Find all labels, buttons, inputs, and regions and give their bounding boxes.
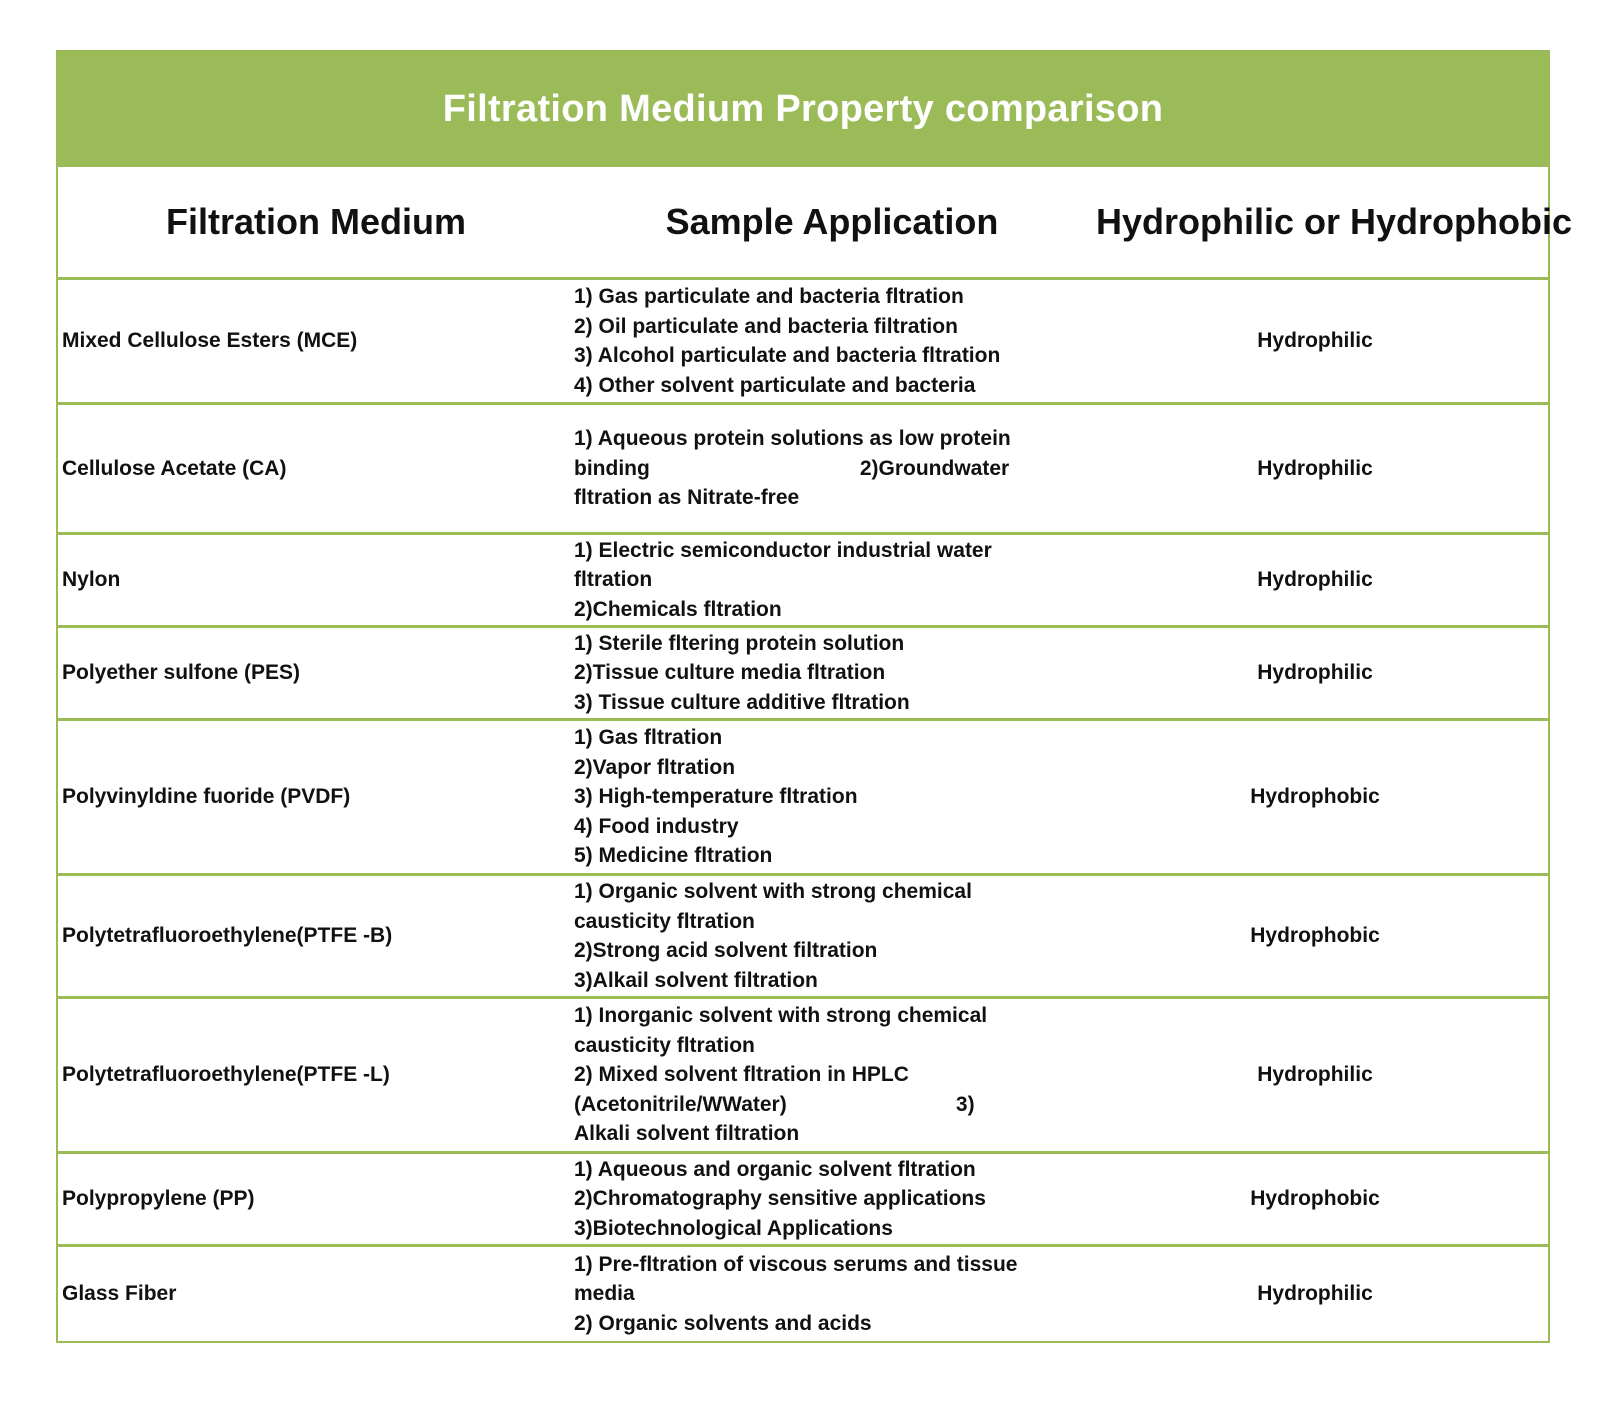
application-line: fltration	[574, 568, 653, 592]
cell-filtration-medium: Glass Fiber	[62, 1282, 177, 1305]
comparison-table	[56, 50, 1573, 1343]
table-row	[58, 876, 1548, 999]
cell-hydrophilic-or-hydrophobic: Hydrophobic	[1250, 924, 1380, 947]
table-row	[58, 1154, 1548, 1247]
cell-filtration-medium: Mixed Cellulose Esters (MCE)	[62, 329, 358, 352]
cell-filtration-medium: Polytetrafluoroethylene(PTFE -B)	[62, 924, 393, 947]
application-line: 2)Strong acid solvent filtration	[574, 939, 878, 962]
cell-hydrophilic-or-hydrophobic: Hydrophilic	[1257, 1282, 1373, 1305]
cell-filtration-medium: Polypropylene (PP)	[62, 1187, 255, 1210]
cell-hydrophilic-or-hydrophobic: Hydrophilic	[1257, 329, 1373, 352]
table-row	[58, 721, 1548, 876]
header-hydrophilic-or-hydrophobic: Hydrophilic or Hydrophobic	[1096, 201, 1573, 242]
application-line: 2)Vapor fltration	[574, 755, 736, 779]
cell-hydrophilic-or-hydrophobic: Hydrophilic	[1257, 456, 1373, 480]
application-line: 2)Chromatography sensitive applications	[574, 1187, 986, 1211]
application-line: 3) Alcohol particulate and bacteria fltration	[574, 344, 1001, 367]
cell-hydrophilic-or-hydrophobic: Hydrophilic	[1257, 1063, 1373, 1086]
table-row	[58, 280, 1548, 405]
cell-sample-application	[574, 877, 1090, 995]
application-line: 1) Inorganic solvent with strong chemical	[574, 1004, 988, 1028]
application-line: 4) Other solvent particulate and bacteria	[574, 373, 976, 397]
application-line: causticity fltration	[574, 909, 755, 933]
application-line: 1) Organic solvent with strong chemical	[574, 880, 972, 903]
application-line: 4) Food industry	[574, 814, 739, 838]
table-title: Filtration Medium Property comparison	[58, 52, 1548, 167]
cell-sample-application	[574, 723, 1090, 871]
cell-sample-application	[574, 629, 1090, 718]
cell-sample-application	[574, 282, 1090, 400]
application-line: media	[574, 1282, 635, 1306]
cell-filtration-medium: Polyvinyldine fuoride (PVDF)	[62, 785, 351, 808]
application-line: 1) Aqueous and organic solvent fltration	[574, 1157, 976, 1181]
application-line: 2) Organic solvents and acids	[574, 1311, 872, 1335]
table-header-row	[58, 167, 1573, 280]
cell-sample-application	[574, 424, 1090, 513]
cell-filtration-medium: Polytetrafluoroethylene(PTFE -L)	[62, 1063, 390, 1086]
application-line: Alkali solvent filtration	[574, 1122, 800, 1146]
cell-hydrophilic-or-hydrophobic: Hydrophilic	[1257, 661, 1373, 684]
application-line: causticity fltration	[574, 1033, 755, 1057]
application-line: 1) Pre-fltration of viscous serums and tissue	[574, 1252, 1018, 1276]
application-line: 1) Gas particulate and bacteria fltration	[574, 285, 964, 308]
application-line: 1) Aqueous protein solutions as low protein	[574, 427, 1011, 451]
application-line: 2) Oil particulate and bacteria filtration	[574, 314, 958, 338]
cell-sample-application	[574, 1001, 1090, 1149]
application-line: 1) Sterile fltering protein solution	[574, 631, 905, 655]
table-row	[58, 628, 1548, 721]
cell-hydrophilic-or-hydrophobic: Hydrophobic	[1250, 785, 1380, 808]
application-line: 1) Electric semiconductor industrial water	[574, 538, 992, 562]
cell-filtration-medium: Nylon	[62, 568, 121, 591]
application-line: 5) Medicine fltration	[574, 844, 773, 868]
cell-filtration-medium: Polyether sulfone (PES)	[62, 661, 301, 684]
cell-sample-application	[574, 1250, 1090, 1339]
application-line: 3) High-temperature fltration	[574, 785, 858, 809]
cell-hydrophilic-or-hydrophobic: Hydrophilic	[1257, 568, 1373, 591]
application-line: fltration as Nitrate-free	[574, 486, 800, 510]
cell-filtration-medium: Cellulose Acetate (CA)	[62, 456, 287, 480]
table-row	[58, 405, 1548, 535]
header-sample-application: Sample Application	[665, 201, 999, 242]
header-filtration-medium: Filtration Medium	[166, 201, 466, 242]
cell-hydrophilic-or-hydrophobic: Hydrophobic	[1250, 1187, 1380, 1210]
application-line: 3) Tissue culture additive fltration	[574, 690, 910, 714]
table-row	[58, 535, 1548, 628]
application-line: 2) Mixed solvent fltration in HPLC	[574, 1063, 909, 1087]
table-row	[58, 1247, 1548, 1341]
application-line: 2)Tissue culture media fltration	[574, 661, 886, 685]
application-line: 3)Biotechnological Applications	[574, 1216, 893, 1240]
application-line: 1) Gas fltration	[574, 726, 723, 750]
table-body	[58, 280, 1548, 1341]
application-line: (Acetonitrile/WWater) 3)	[574, 1092, 975, 1116]
application-line: binding 2)Groundwater	[574, 456, 1010, 480]
cell-sample-application	[574, 1155, 1090, 1244]
table-row	[58, 999, 1548, 1154]
application-line: 3)Alkail solvent filtration	[574, 968, 818, 992]
cell-sample-application	[574, 536, 1090, 625]
application-line: 2)Chemicals fltration	[574, 597, 782, 621]
